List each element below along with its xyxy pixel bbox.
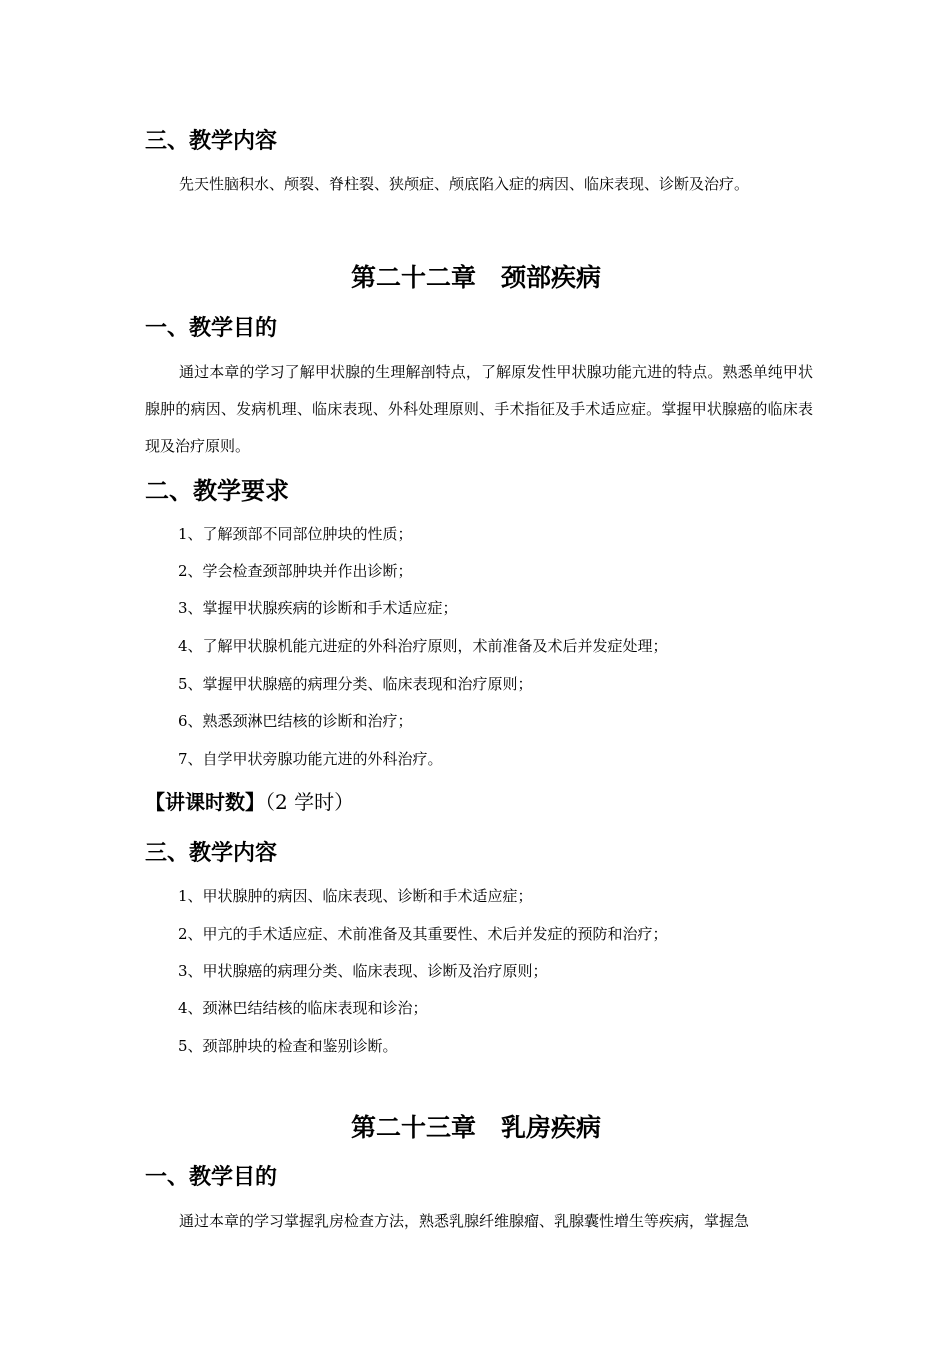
ch22-content-item: 3、甲状腺癌的病理分类、临床表现、诊断及治疗原则； [178,962,548,980]
ch23-goal-text: 通过本章的学习掌握乳房检查方法，熟悉乳腺纤维腺瘤、乳腺囊性增生等疾病，掌握急 [179,1212,750,1230]
chapter-title-23: 第二十三章 乳房疾病 [350,1113,601,1142]
ch22-requirement-item: 7、自学甲状旁腺功能亢进的外科治疗。 [178,750,443,768]
ch22-requirement-item: 2、学会检查颈部肿块并作出诊断； [178,562,413,580]
ch22-requirement-item: 1、了解颈部不同部位肿块的性质； [178,525,413,543]
ch22-goal-heading: 一、教学目的 [145,315,278,341]
ch22-content-item: 4、颈淋巴结结核的临床表现和诊治； [178,999,428,1017]
ch22-content-item: 5、颈部肿块的检查和鉴别诊断。 [178,1037,398,1055]
ch22-content-item: 1、甲状腺肿的病因、临床表现、诊断和手术适应症； [178,887,533,905]
ch22-requirements-heading: 二、教学要求 [145,476,289,505]
lecture-hours-value: （2 学时） [265,790,355,814]
ch22-requirement-item: 3、掌握甲状腺疾病的诊断和手术适应症； [178,599,458,617]
section-text-teaching-content: 先天性脑积水、颅裂、脊柱裂、狭颅症、颅底陷入症的病因、临床表现、诊断及治疗。 [179,175,750,193]
section-heading-teaching-content: 三、教学内容 [145,128,278,154]
ch22-requirement-item: 4、了解甲状腺机能亢进症的外科治疗原则，术前准备及术后并发症处理； [178,637,668,655]
ch22-lecture-hours [145,789,354,815]
ch22-requirement-item: 6、熟悉颈淋巴结核的诊断和治疗； [178,712,413,730]
ch22-goal-text: 通过本章的学习了解甲状腺的生理解剖特点，了解原发性甲状腺功能亢进的特点。熟悉单纯甲状腺肿的病因、发病机理、临床表现、外科处理原则、手术指征及手术适应症。掌握甲状腺癌的临床表现及治疗原则。 [145,363,813,455]
ch22-requirement-item: 5、掌握甲状腺癌的病理分类、临床表现和治疗原则； [178,675,533,693]
chapter-title-22: 第二十二章 颈部疾病 [350,263,601,292]
lecture-hours-label: 【讲课时数】 [145,790,265,814]
ch22-content-item: 2、甲亢的手术适应症、术前准备及其重要性、术后并发症的预防和治疗； [178,925,668,943]
ch22-content-heading: 三、教学内容 [145,840,278,866]
ch23-goal-heading: 一、教学目的 [145,1164,278,1190]
